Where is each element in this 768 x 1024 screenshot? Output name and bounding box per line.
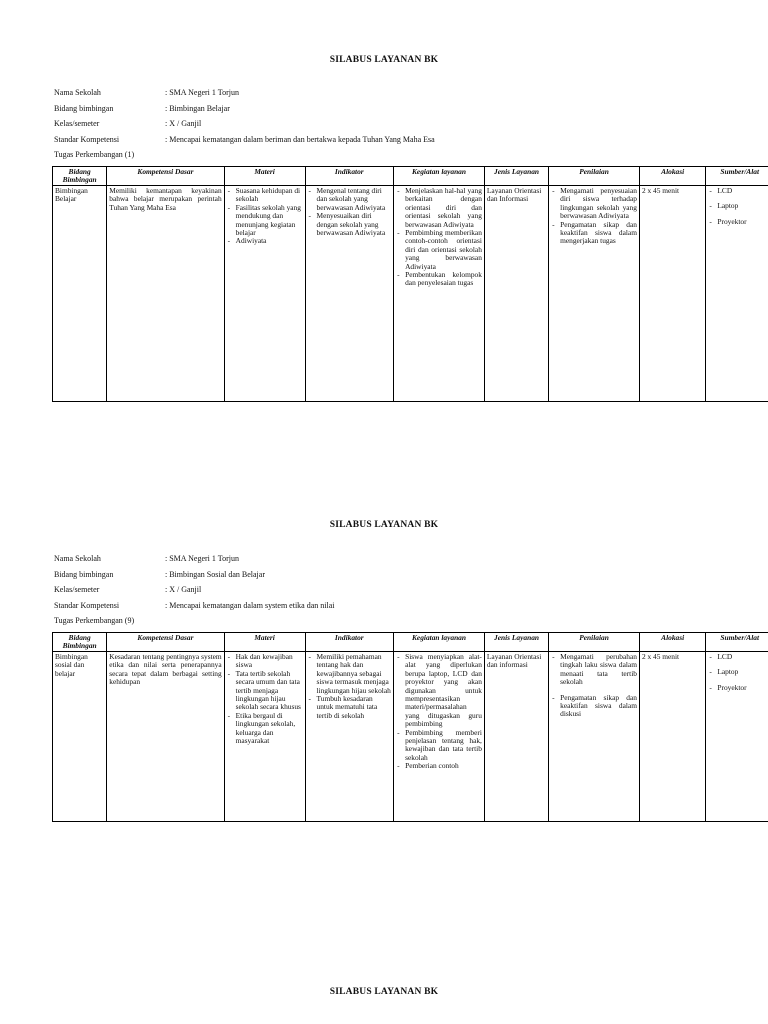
cell-jenis: Layanan Orientasi dan informasi [484, 652, 548, 822]
header-jenis: Jenis Layanan [484, 167, 548, 186]
section-title: SILABUS LAYANAN BK [329, 55, 439, 65]
header-penilaian: Penilaian [549, 633, 640, 652]
meta-row [54, 116, 435, 132]
header-indikator: Indikator [305, 633, 394, 652]
list-item: - Laptop [708, 202, 768, 210]
cell-kegiatan [394, 186, 485, 402]
list-item: - Siswa menyiapkan alat-alat yang diperlukan berupa laptop, LCD dan proyektor yang akan digunakan untuk mempresentasikan materi/permasalahan yang ditugaskan guru pembimbing [396, 653, 482, 729]
meta-row [54, 567, 335, 583]
cell-penilaian [549, 186, 640, 402]
meta-value: : X / Ganjil [165, 119, 202, 128]
meta-value: : SMA Negeri 1 Torjun [165, 554, 239, 563]
list-item: - Suasana kehidupan di sekolah [227, 187, 303, 204]
header-indikator: Indikator [305, 167, 394, 186]
meta-label: Standar Kompetensi [54, 600, 120, 610]
list-item: - LCD [708, 653, 768, 661]
list-item: - Laptop [708, 668, 768, 676]
list-item: - Pembimbing memberikan contoh-contoh orientasi diri dan orientasi sekolah yang berwawasan Adiwiyata [396, 229, 482, 271]
cell-materi [224, 652, 305, 822]
table-row [53, 652, 768, 822]
cell-sumber [706, 186, 768, 402]
meta-value: : Bimbingan Belajar [165, 103, 230, 113]
list-item: - Pembentukan kelompok dan penyelesaian tugas [396, 271, 482, 288]
meta-row [54, 613, 335, 629]
meta-block [54, 551, 335, 629]
list-item: - Memiliki pemahaman tentang hak dan kewajibannya sebagai siswa termasuk menjaga lingkungan hijau sekolah [308, 653, 392, 695]
header-jenis: Jenis Layanan [484, 633, 548, 652]
cell-alokasi: 2 x 45 menit [639, 652, 705, 822]
list-item: - Menyesuaikan diri dengan sekolah yang berwawasan Adiwiyata [308, 212, 392, 237]
list-item: - Pemberian contoh [396, 762, 482, 770]
meta-row [54, 598, 335, 614]
cell-alokasi: 2 x 45 menit [639, 186, 705, 402]
header-sumber: Sumber/Alat [706, 633, 768, 652]
cell-materi [224, 186, 305, 402]
meta-label: Kelas/semeter [54, 585, 100, 594]
cell-indikator [305, 652, 394, 822]
header-kegiatan: Kegiatan layanan [394, 167, 485, 186]
cell-bidang: Bimbingan sosial dan belajar [53, 652, 107, 822]
meta-row [54, 147, 435, 163]
meta-label: Nama Sekolah [54, 554, 101, 563]
list-item: - Adiwiyata [227, 237, 303, 245]
meta-label: Kelas/semeter [54, 119, 100, 128]
list-item: - Mengamati perubahan tingkah laku siswa dalam menaati tata tertib sekolah [551, 653, 637, 687]
header-materi: Materi [224, 633, 305, 652]
section-title: SILABUS LAYANAN BK [329, 520, 439, 530]
cell-kompetensi: Kesadaran tentang pentingnya system etika dan nilai serta penerapannya secara tepat dalam berbagai setting kehidupan [107, 652, 224, 822]
cell-bidang: Bimbingan Belajar [53, 186, 107, 402]
header-kompetensi: Kompetensi Dasar [107, 167, 224, 186]
header-alokasi: Alokasi [639, 633, 705, 652]
meta-label: Tugas Perkembangan (1) [54, 150, 135, 159]
list-item: - Pengamatan sikap dan keaktifan siswa dalam diskusi [551, 694, 637, 719]
list-item: - Pembimbing memberi penjelasan tentang hak, kewajiban dan tata tertib sekolah [396, 729, 482, 763]
cell-sumber [706, 652, 768, 822]
meta-value: : SMA Negeri 1 Torjun [165, 88, 239, 97]
cell-penilaian [549, 652, 640, 822]
meta-row [54, 132, 435, 148]
list-item: - Etika bergaul di lingkungan sekolah, keluarga dan masyarakat [227, 712, 303, 746]
meta-label: Tugas Perkembangan (9) [54, 616, 135, 625]
list-item: - Mengenal tentang diri dan sekolah yang berwawasan Adiwiyata [308, 187, 392, 212]
header-penilaian: Penilaian [549, 167, 640, 186]
meta-label: Nama Sekolah [54, 88, 101, 97]
meta-row [54, 85, 435, 101]
list-item: - Proyektor [708, 218, 768, 226]
table-header-row [53, 633, 768, 652]
list-item: - Tata tertib sekolah secara umum dan tata tertib menjaga lingkungan hijau sekolah secara khusus [227, 670, 303, 712]
meta-value: : Mencapai kematangan dalam system etika dan nilai [165, 600, 335, 610]
list-item: - Hak dan kewajiban siswa [227, 653, 303, 670]
meta-block [54, 85, 435, 163]
header-bidang: Bidang Bimbingan [53, 633, 107, 652]
meta-row [54, 101, 435, 117]
header-alokasi: Alokasi [639, 167, 705, 186]
meta-row [54, 551, 335, 567]
meta-label: Bidang bimbingan [54, 569, 114, 579]
header-bidang: Bidang Bimbingan [53, 167, 107, 186]
header-kegiatan: Kegiatan layanan [394, 633, 485, 652]
list-item: - Tumbuh kesadaran untuk mematuhi tata tertib di sekolah [308, 695, 392, 720]
header-kompetensi: Kompetensi Dasar [107, 633, 224, 652]
meta-value: : X / Ganjil [165, 585, 202, 594]
silabus-table [52, 632, 768, 822]
list-item: - LCD [708, 187, 768, 195]
meta-value: : Mencapai kematangan dalam beriman dan bertakwa kepada Tuhan Yang Maha Esa [165, 134, 435, 144]
header-sumber: Sumber/Alat [706, 167, 768, 186]
meta-label: Standar Kompetensi [54, 134, 120, 144]
table-header-row [53, 167, 768, 186]
section-title: SILABUS LAYANAN BK [329, 987, 439, 997]
table-row [53, 186, 768, 402]
list-item: - Fasilitas sekolah yang mendukung dan menunjang kegiatan belajar [227, 204, 303, 238]
cell-kompetensi: Memiliki kemantapan keyakinan bahwa belajar merupakan perintah Tuhan Yang Maha Esa [107, 186, 224, 402]
silabus-table [52, 166, 768, 402]
list-item: - Mengamati penyesuaian diri siswa terhadap lingkungan sekolah yang berwawasan Adiwiyata [551, 187, 637, 221]
cell-jenis: Layanan Orientasi dan Informasi [484, 186, 548, 402]
cell-kegiatan [394, 652, 485, 822]
list-item: - Menjelaskan hal-hal yang berkaitan dengan orientasi diri dan orientasi sekolah yang berwawasan Adiwiyata [396, 187, 482, 229]
header-materi: Materi [224, 167, 305, 186]
cell-indikator [305, 186, 394, 402]
list-item: - Proyektor [708, 684, 768, 692]
meta-row [54, 582, 335, 598]
meta-label: Bidang bimbingan [54, 103, 114, 113]
meta-value: : Bimbingan Sosial dan Belajar [165, 569, 265, 579]
list-item: - Pengamatan sikap dan keaktifan siswa dalam mengerjakan tugas [551, 221, 637, 246]
